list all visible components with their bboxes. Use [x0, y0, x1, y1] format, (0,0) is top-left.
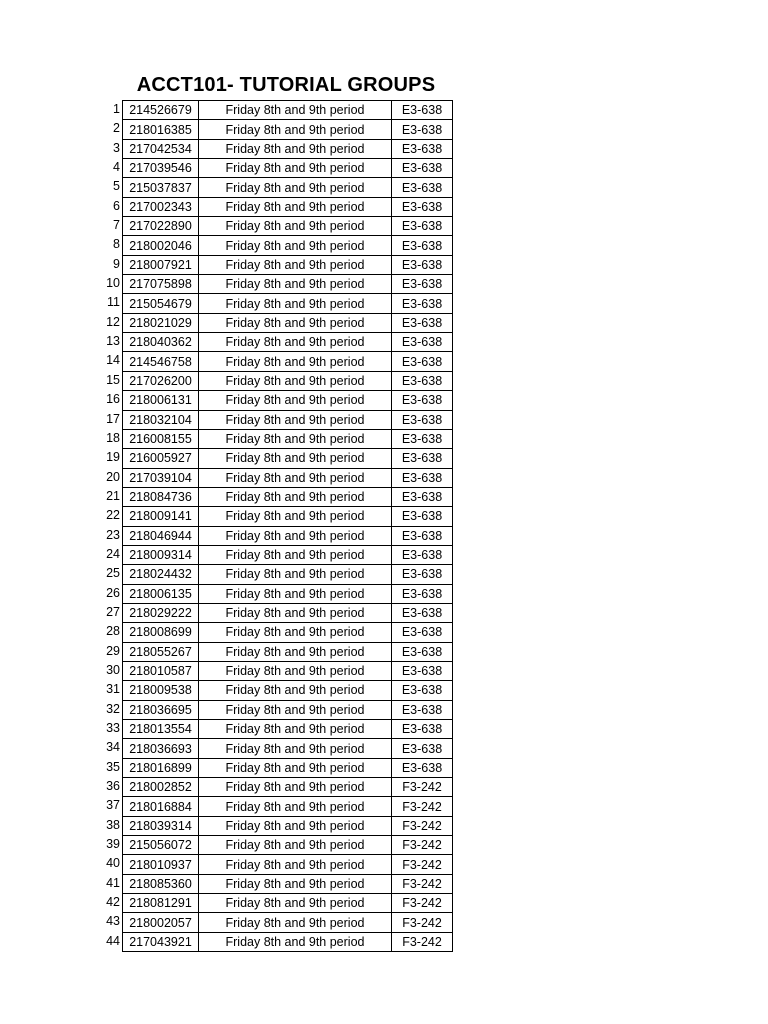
row-number: 16	[106, 392, 120, 407]
student-id-cell: 218009538	[123, 681, 199, 700]
tutorial-time-cell: Friday 8th and 9th period	[199, 487, 392, 506]
tutorial-groups-table	[122, 100, 453, 952]
table-row	[123, 816, 453, 835]
student-id-cell: 218081291	[123, 894, 199, 913]
room-cell: E3-638	[392, 159, 453, 178]
table-row	[123, 429, 453, 448]
student-id-cell: 218010587	[123, 661, 199, 680]
room-cell: F3-242	[392, 874, 453, 893]
student-id-cell: 218010937	[123, 855, 199, 874]
row-number: 35	[106, 759, 120, 774]
student-id-cell: 218032104	[123, 410, 199, 429]
row-number: 26	[106, 585, 120, 600]
tutorial-time-cell: Friday 8th and 9th period	[199, 623, 392, 642]
row-number: 34	[106, 740, 120, 755]
tutorial-time-cell: Friday 8th and 9th period	[199, 313, 392, 332]
student-id-cell: 216008155	[123, 429, 199, 448]
tutorial-time-cell: Friday 8th and 9th period	[199, 178, 392, 197]
table-row	[123, 797, 453, 816]
table-row	[123, 159, 453, 178]
tutorial-time-cell: Friday 8th and 9th period	[199, 603, 392, 622]
room-cell: E3-638	[392, 313, 453, 332]
room-cell: E3-638	[392, 603, 453, 622]
room-cell: E3-638	[392, 565, 453, 584]
tutorial-time-cell: Friday 8th and 9th period	[199, 507, 392, 526]
table-row	[123, 507, 453, 526]
tutorial-time-cell: Friday 8th and 9th period	[199, 159, 392, 178]
tutorial-time-cell: Friday 8th and 9th period	[199, 410, 392, 429]
room-cell: E3-638	[392, 526, 453, 545]
room-cell: F3-242	[392, 797, 453, 816]
room-cell: E3-638	[392, 120, 453, 139]
row-number: 4	[113, 160, 120, 175]
tutorial-time-cell: Friday 8th and 9th period	[199, 913, 392, 932]
student-id-cell: 218008699	[123, 623, 199, 642]
row-number: 6	[113, 198, 120, 213]
tutorial-time-cell: Friday 8th and 9th period	[199, 545, 392, 564]
room-cell: E3-638	[392, 275, 453, 294]
tutorial-time-cell: Friday 8th and 9th period	[199, 120, 392, 139]
room-cell: F3-242	[392, 932, 453, 951]
table-row	[123, 178, 453, 197]
table-row	[123, 294, 453, 313]
table-row	[123, 487, 453, 506]
row-number: 29	[106, 643, 120, 658]
student-id-cell: 217075898	[123, 275, 199, 294]
tutorial-time-cell: Friday 8th and 9th period	[199, 720, 392, 739]
table-row	[123, 720, 453, 739]
row-number: 21	[106, 488, 120, 503]
table-row	[123, 661, 453, 680]
row-number: 23	[106, 527, 120, 542]
tutorial-time-cell: Friday 8th and 9th period	[199, 700, 392, 719]
tutorial-time-cell: Friday 8th and 9th period	[199, 429, 392, 448]
table-row	[123, 352, 453, 371]
tutorial-time-cell: Friday 8th and 9th period	[199, 681, 392, 700]
row-number: 13	[106, 334, 120, 349]
tutorial-time-cell: Friday 8th and 9th period	[199, 217, 392, 236]
tutorial-time-cell: Friday 8th and 9th period	[199, 894, 392, 913]
room-cell: E3-638	[392, 371, 453, 390]
tutorial-time-cell: Friday 8th and 9th period	[199, 391, 392, 410]
table-row	[123, 874, 453, 893]
student-id-cell: 218021029	[123, 313, 199, 332]
row-number: 37	[106, 798, 120, 813]
row-number: 9	[113, 256, 120, 271]
row-number: 8	[113, 237, 120, 252]
room-cell: E3-638	[392, 391, 453, 410]
room-cell: E3-638	[392, 449, 453, 468]
student-id-cell: 218009314	[123, 545, 199, 564]
row-number: 42	[106, 895, 120, 910]
room-cell: F3-242	[392, 894, 453, 913]
student-id-cell: 218036695	[123, 700, 199, 719]
room-cell: E3-638	[392, 352, 453, 371]
tutorial-time-cell: Friday 8th and 9th period	[199, 758, 392, 777]
tutorial-time-cell: Friday 8th and 9th period	[199, 661, 392, 680]
table-row	[123, 603, 453, 622]
row-number: 27	[106, 604, 120, 619]
table-row	[123, 932, 453, 951]
student-id-cell: 218002852	[123, 778, 199, 797]
table-row	[123, 139, 453, 158]
student-id-cell: 218046944	[123, 526, 199, 545]
tutorial-time-cell: Friday 8th and 9th period	[199, 333, 392, 352]
table-row	[123, 449, 453, 468]
tutorial-time-cell: Friday 8th and 9th period	[199, 584, 392, 603]
row-number: 19	[106, 450, 120, 465]
row-number: 20	[106, 469, 120, 484]
row-number: 12	[106, 314, 120, 329]
student-id-cell: 218009141	[123, 507, 199, 526]
tutorial-time-cell: Friday 8th and 9th period	[199, 797, 392, 816]
table-row	[123, 623, 453, 642]
student-id-cell: 217026200	[123, 371, 199, 390]
room-cell: E3-638	[392, 661, 453, 680]
student-id-cell: 218024432	[123, 565, 199, 584]
tutorial-time-cell: Friday 8th and 9th period	[199, 294, 392, 313]
room-cell: E3-638	[392, 197, 453, 216]
row-number: 33	[106, 721, 120, 735]
row-number: 11	[107, 295, 120, 310]
table-row	[123, 894, 453, 913]
tutorial-time-cell: Friday 8th and 9th period	[199, 236, 392, 255]
tutorial-time-cell: Friday 8th and 9th period	[199, 468, 392, 487]
room-cell: E3-638	[392, 758, 453, 777]
row-number: 5	[113, 179, 120, 194]
room-cell: E3-638	[392, 217, 453, 236]
row-number-column	[96, 100, 122, 951]
tutorial-time-cell: Friday 8th and 9th period	[199, 739, 392, 758]
table-row	[123, 642, 453, 661]
tutorial-time-cell: Friday 8th and 9th period	[199, 197, 392, 216]
table-row	[123, 313, 453, 332]
student-id-cell: 218036693	[123, 739, 199, 758]
room-cell: F3-242	[392, 816, 453, 835]
student-id-cell: 218013554	[123, 720, 199, 739]
room-cell: E3-638	[392, 139, 453, 158]
room-cell: F3-242	[392, 778, 453, 797]
table-row	[123, 526, 453, 545]
tutorial-time-cell: Friday 8th and 9th period	[199, 101, 392, 120]
table-row	[123, 739, 453, 758]
student-id-cell: 218016884	[123, 797, 199, 816]
room-cell: E3-638	[392, 255, 453, 274]
table-row	[123, 855, 453, 874]
room-cell: E3-638	[392, 429, 453, 448]
room-cell: E3-638	[392, 642, 453, 661]
student-id-cell: 218002046	[123, 236, 199, 255]
student-id-cell: 218016899	[123, 758, 199, 777]
room-cell: E3-638	[392, 507, 453, 526]
row-number: 36	[106, 779, 120, 794]
row-number: 28	[106, 624, 120, 639]
table-row	[123, 545, 453, 564]
row-number: 15	[106, 372, 120, 387]
table-row	[123, 371, 453, 390]
row-number: 41	[106, 875, 120, 890]
row-number: 14	[106, 353, 120, 368]
room-cell: E3-638	[392, 410, 453, 429]
table-row	[123, 255, 453, 274]
student-id-cell: 218016385	[123, 120, 199, 139]
table-row	[123, 778, 453, 797]
room-cell: F3-242	[392, 913, 453, 932]
row-number: 25	[106, 566, 120, 581]
student-id-cell: 218039314	[123, 816, 199, 835]
table-row	[123, 101, 453, 120]
tutorial-time-cell: Friday 8th and 9th period	[199, 874, 392, 893]
student-id-cell: 217043921	[123, 932, 199, 951]
tutorial-time-cell: Friday 8th and 9th period	[199, 352, 392, 371]
student-id-cell: 217039104	[123, 468, 199, 487]
table-row	[123, 410, 453, 429]
tutorial-time-cell: Friday 8th and 9th period	[199, 932, 392, 951]
row-number: 30	[106, 662, 120, 677]
room-cell: E3-638	[392, 545, 453, 564]
room-cell: E3-638	[392, 236, 453, 255]
tutorial-time-cell: Friday 8th and 9th period	[199, 275, 392, 294]
student-id-cell: 217002343	[123, 197, 199, 216]
student-id-cell: 215056072	[123, 836, 199, 855]
room-cell: E3-638	[392, 720, 453, 739]
tutorial-time-cell: Friday 8th and 9th period	[199, 855, 392, 874]
tutorial-time-cell: Friday 8th and 9th period	[199, 449, 392, 468]
row-number: 22	[106, 508, 120, 523]
student-id-cell: 218055267	[123, 642, 199, 661]
table-row	[123, 197, 453, 216]
student-id-cell: 218084736	[123, 487, 199, 506]
table-row	[123, 681, 453, 700]
row-number: 38	[106, 817, 120, 832]
row-number: 2	[113, 121, 120, 136]
room-cell: E3-638	[392, 584, 453, 603]
room-cell: E3-638	[392, 487, 453, 506]
row-number: 18	[106, 430, 120, 445]
row-number: 31	[106, 682, 120, 697]
room-cell: F3-242	[392, 855, 453, 874]
table-row	[123, 236, 453, 255]
student-id-cell: 216005927	[123, 449, 199, 468]
table-row	[123, 217, 453, 236]
row-number: 40	[106, 856, 120, 871]
table-row	[123, 700, 453, 719]
tutorial-time-cell: Friday 8th and 9th period	[199, 642, 392, 661]
table-row	[123, 913, 453, 932]
student-id-cell: 217022890	[123, 217, 199, 236]
row-number: 43	[106, 914, 120, 929]
row-number: 7	[113, 218, 120, 233]
tutorial-time-cell: Friday 8th and 9th period	[199, 836, 392, 855]
row-number: 32	[106, 701, 120, 716]
table-row	[123, 836, 453, 855]
page-title: ACCT101- TUTORIAL GROUPS	[136, 74, 436, 96]
student-id-cell: 218085360	[123, 874, 199, 893]
tutorial-time-cell: Friday 8th and 9th period	[199, 526, 392, 545]
table-row	[123, 758, 453, 777]
student-id-cell: 218007921	[123, 255, 199, 274]
row-number: 39	[106, 837, 120, 852]
student-id-cell: 218002057	[123, 913, 199, 932]
room-cell: E3-638	[392, 101, 453, 120]
table-row	[123, 584, 453, 603]
student-id-cell: 218040362	[123, 333, 199, 352]
room-cell: E3-638	[392, 700, 453, 719]
room-cell: E3-638	[392, 623, 453, 642]
table-row	[123, 333, 453, 352]
room-cell: E3-638	[392, 468, 453, 487]
room-cell: E3-638	[392, 681, 453, 700]
student-id-cell: 218006135	[123, 584, 199, 603]
row-number: 10	[106, 276, 120, 291]
room-cell: E3-638	[392, 178, 453, 197]
table-row	[123, 391, 453, 410]
student-id-cell: 217039546	[123, 159, 199, 178]
row-number: 44	[106, 933, 120, 948]
student-id-cell: 218029222	[123, 603, 199, 622]
student-id-cell: 218006131	[123, 391, 199, 410]
row-number: 3	[113, 140, 120, 155]
table-row	[123, 120, 453, 139]
row-number: 17	[106, 411, 120, 426]
table-row	[123, 275, 453, 294]
room-cell: E3-638	[392, 294, 453, 313]
student-id-cell: 214546758	[123, 352, 199, 371]
tutorial-time-cell: Friday 8th and 9th period	[199, 371, 392, 390]
tutorial-time-cell: Friday 8th and 9th period	[199, 816, 392, 835]
tutorial-time-cell: Friday 8th and 9th period	[199, 255, 392, 274]
tutorial-time-cell: Friday 8th and 9th period	[199, 565, 392, 584]
student-id-cell: 215054679	[123, 294, 199, 313]
tutorial-time-cell: Friday 8th and 9th period	[199, 778, 392, 797]
room-cell: F3-242	[392, 836, 453, 855]
room-cell: E3-638	[392, 739, 453, 758]
student-id-cell: 215037837	[123, 178, 199, 197]
row-number: 24	[106, 546, 120, 561]
student-id-cell: 217042534	[123, 139, 199, 158]
row-number: 1	[113, 102, 120, 116]
table-row	[123, 468, 453, 487]
student-id-cell: 214526679	[123, 101, 199, 120]
tutorial-time-cell: Friday 8th and 9th period	[199, 139, 392, 158]
room-cell: E3-638	[392, 333, 453, 352]
table-row	[123, 565, 453, 584]
